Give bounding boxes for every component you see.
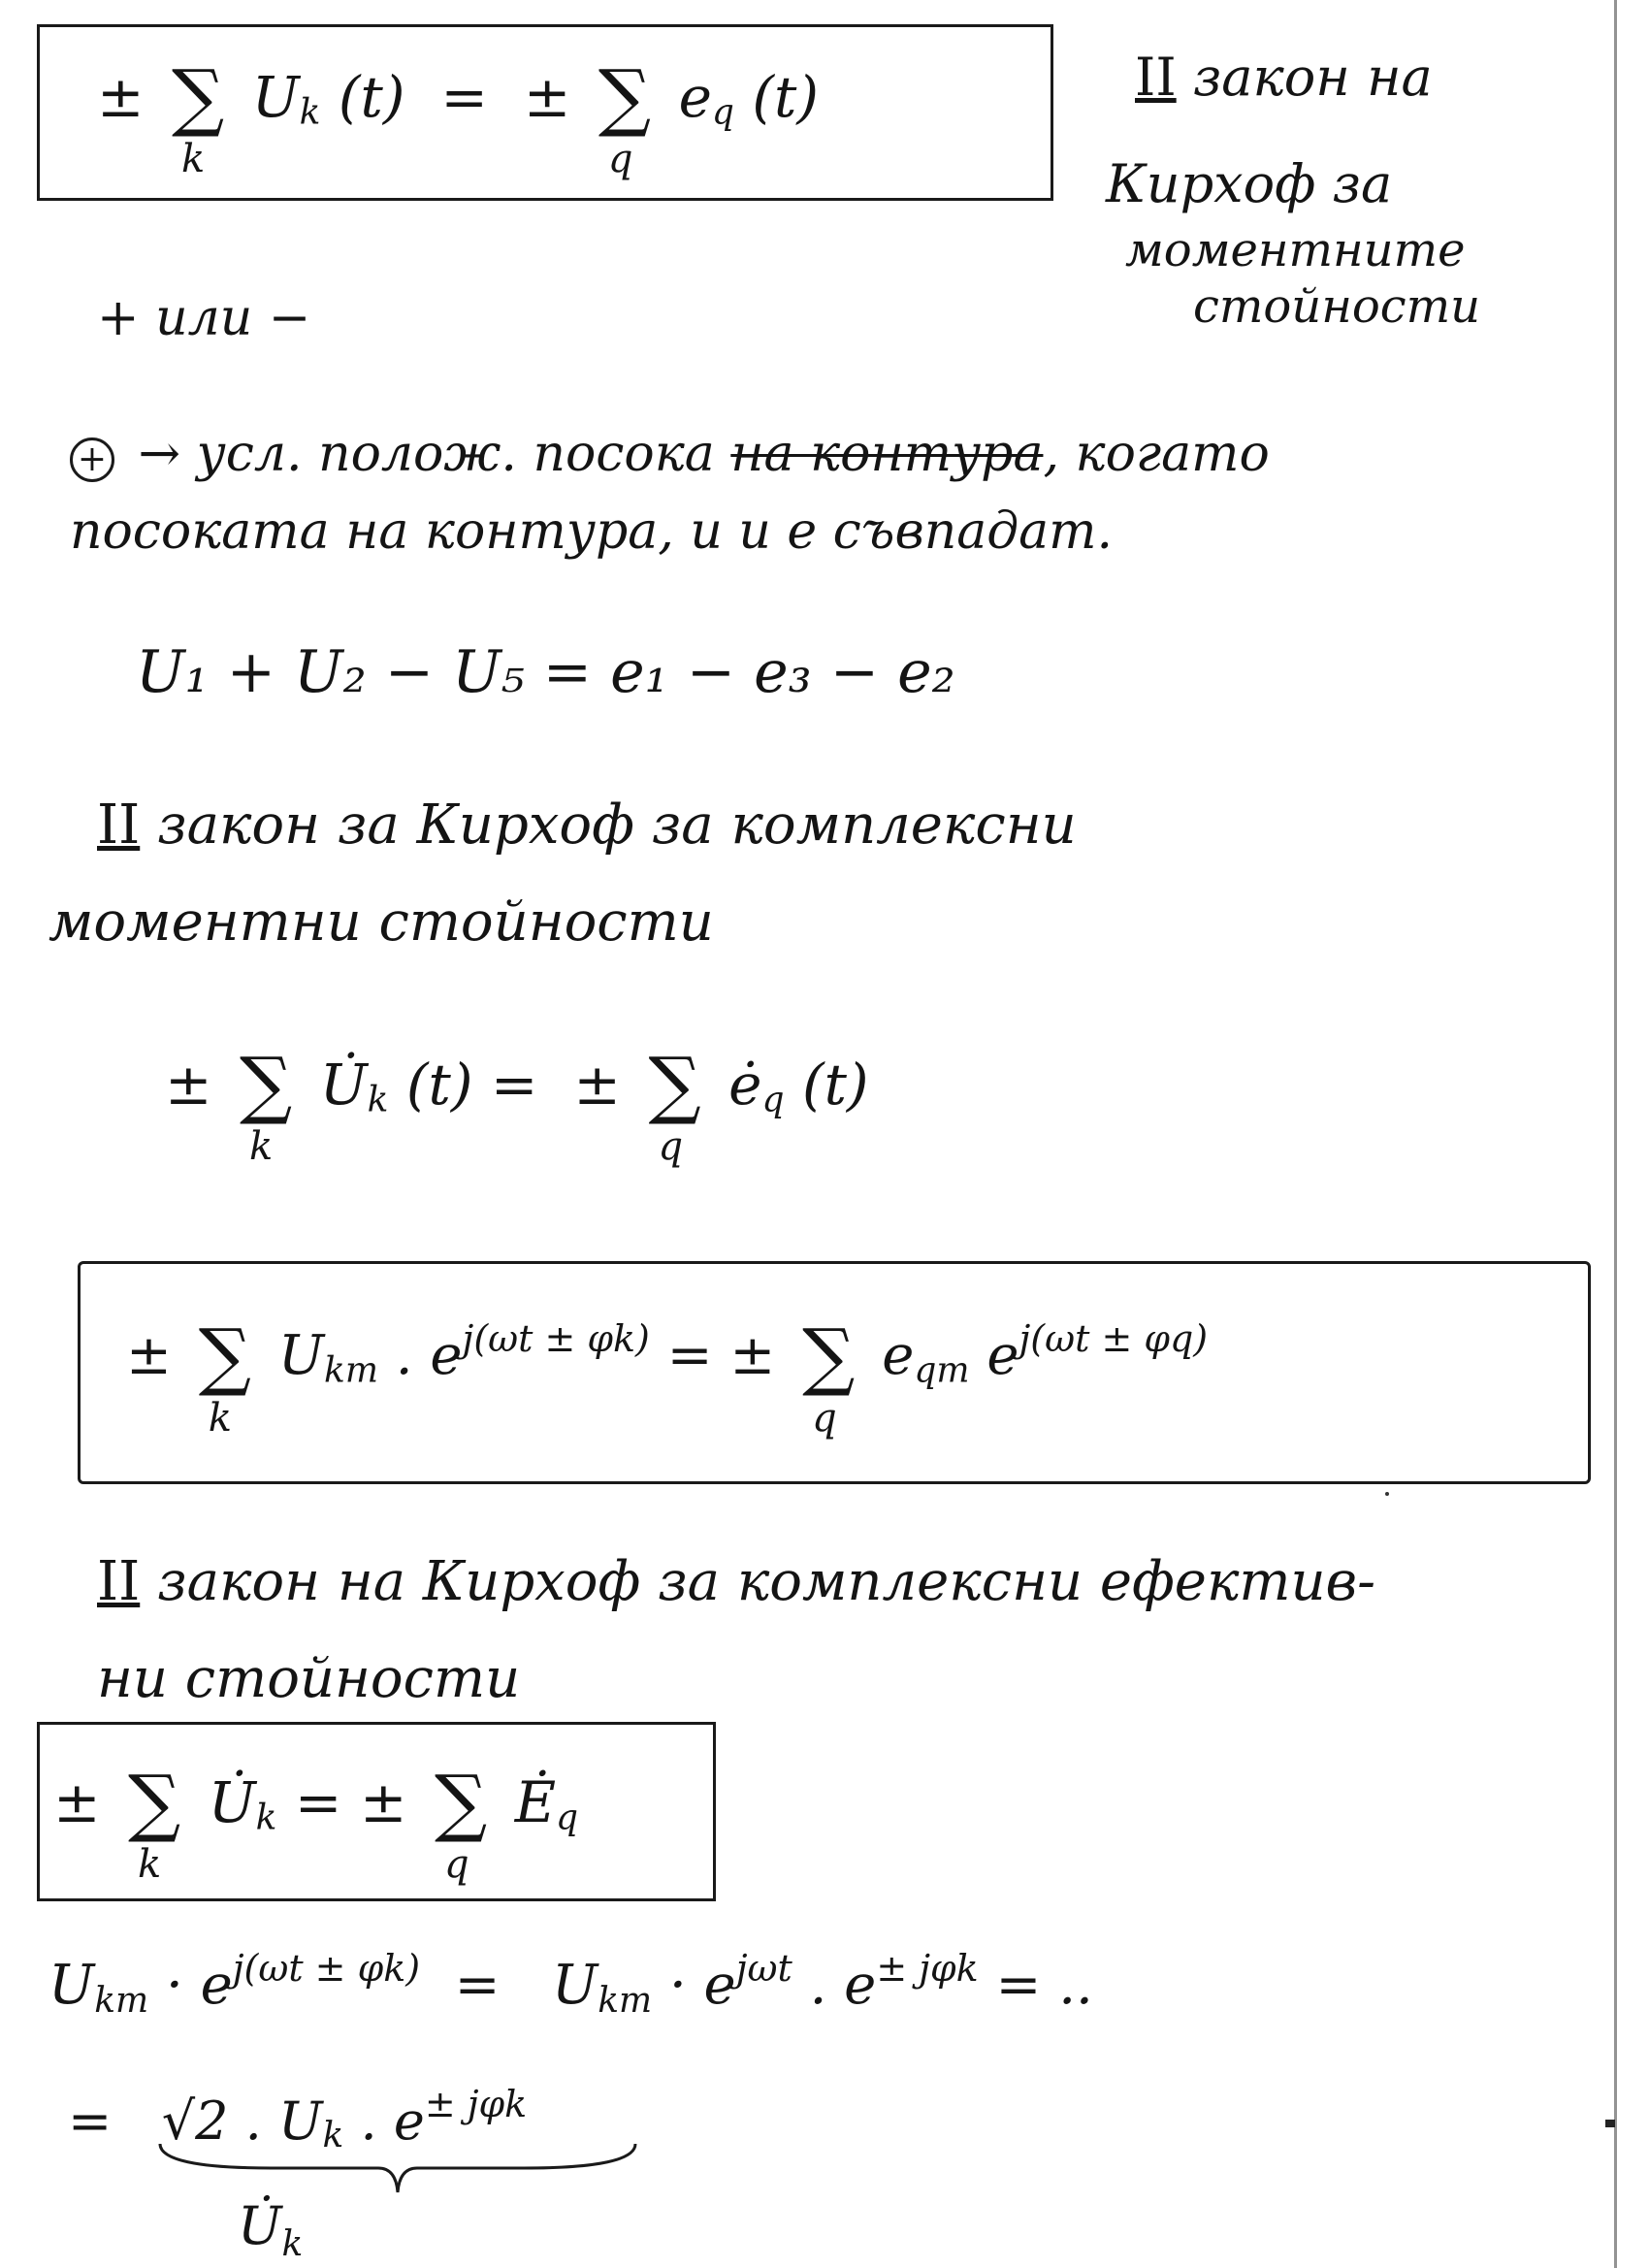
eq3-pm: ±	[126, 1324, 172, 1387]
eq1	[97, 53, 819, 181]
eq3-equals: =	[666, 1324, 713, 1387]
eq4-sum-sign: ∑ k	[128, 1759, 181, 1887]
eq5-rhs-sup: jωt	[735, 1947, 792, 1990]
eq6-equals: =	[68, 2090, 113, 2152]
eq1-term-sub: k	[299, 92, 321, 133]
underbrace	[155, 2139, 640, 2197]
side-note-line4: стойности	[1193, 279, 1481, 334]
eq3	[126, 1312, 1209, 1441]
eq1-pm-right: ±	[523, 64, 571, 130]
heading3-text1: закон на Кирхоф за комплексни ефектив-	[157, 1550, 1376, 1613]
eq5-lhs-sup: j(ωt ± φk)	[232, 1947, 421, 1990]
convention-line1	[70, 427, 1270, 482]
eq1-equals: =	[440, 64, 488, 130]
eq4-pm: ±	[53, 1769, 101, 1835]
eq3-pm-right: ±	[729, 1324, 776, 1387]
heading2-roman: II	[97, 794, 141, 857]
eq2-sum-var: k	[249, 1124, 274, 1169]
eq4-rhs-sub: q	[556, 1798, 579, 1838]
eq5-rhs-sup2: ± jφk	[876, 1947, 979, 1990]
ink-dot	[1385, 1492, 1389, 1496]
eq3-lhs: U	[277, 1324, 325, 1387]
eq6-expr: √2 . U	[161, 2090, 323, 2152]
heading3-line2: ни стойности	[97, 1647, 521, 1710]
page-edge	[1614, 0, 1617, 2268]
heading2-text1: закон за Кирхоф за комплексни	[157, 794, 1077, 857]
side-note-line3: моментните	[1125, 223, 1466, 277]
eq1-pm: ±	[97, 64, 145, 130]
side-note-text1: закон на	[1192, 47, 1433, 108]
eq4-sum-var-right: q	[444, 1842, 469, 1887]
eq2-term-sub: k	[367, 1080, 389, 1120]
side-note-roman: II	[1135, 47, 1177, 108]
eq4-sum-var: k	[138, 1842, 162, 1887]
eq1-sum-var-right: q	[607, 137, 633, 181]
eq3-sum-sign-right: ∑ q	[802, 1312, 856, 1441]
heading3-roman: II	[97, 1550, 141, 1613]
eq5-rhs: U	[551, 1954, 598, 2018]
eq6-expr-sup: ± jφk	[424, 2083, 528, 2125]
eq3-rhs-sup: j(ωt ± φq)	[1018, 1316, 1209, 1360]
eq1-rhs-arg: (t)	[752, 64, 819, 130]
eq4-equals: =	[294, 1769, 342, 1835]
eq1-term: U	[251, 64, 300, 130]
eq3-mid: . e	[395, 1324, 463, 1387]
heading3-line1	[97, 1552, 1375, 1612]
convention-text1-end: , когато	[1043, 425, 1270, 483]
eq2-pm: ±	[165, 1052, 212, 1118]
arrow-icon: →	[138, 425, 181, 483]
brace-label	[238, 2197, 303, 2263]
eq2-arg: (t)	[405, 1052, 473, 1118]
eq3-rhs-mid: e	[986, 1324, 1019, 1387]
eq2-sum-sign-right: ∑ q	[648, 1041, 701, 1169]
eq3-rhs-sub: qm	[914, 1350, 970, 1391]
eq5-equals: =	[454, 1954, 501, 2018]
eq5-lhs: U	[48, 1954, 95, 2018]
eq1-arg: (t)	[338, 64, 405, 130]
brace-label-sub: k	[281, 2223, 304, 2264]
eq1-rhs: e	[678, 64, 712, 130]
eq2	[165, 1041, 869, 1169]
eq4-term: U̇	[208, 1769, 256, 1835]
heading2-line2: моментни стойности	[48, 891, 714, 954]
eq5-rhs-mid: · e	[668, 1954, 736, 2018]
eq6-expr-sub: k	[322, 2115, 344, 2155]
eq2-rhs: ė	[728, 1052, 762, 1118]
eq3-lhs-sub: km	[324, 1350, 378, 1391]
eq5-rhs-sub: km	[598, 1980, 653, 2021]
eq2-sum-var-right: q	[658, 1124, 684, 1169]
eq3-sum-sign: ∑ k	[198, 1312, 251, 1441]
side-note-line1	[1135, 49, 1433, 106]
circled-plus-icon: +	[70, 437, 114, 482]
eq5-lhs-sub: km	[94, 1980, 149, 2021]
eq4-rhs: Ė	[514, 1769, 557, 1835]
eq5-rhs-mid2: . e	[809, 1954, 877, 2018]
eq2-pm-right: ±	[573, 1052, 622, 1118]
eq1-sum-sign-right: ∑ q	[598, 53, 652, 181]
eq1-sum-sign: ∑ k	[172, 53, 225, 181]
heading2-line1	[97, 795, 1077, 856]
eq4-term-sub: k	[255, 1798, 277, 1838]
eq2-term: U̇	[319, 1052, 368, 1118]
eq5	[48, 1947, 1093, 2021]
eq1-rhs-sub: q	[711, 92, 734, 133]
eq2-equals: =	[490, 1052, 538, 1118]
eq4-sum-sign-right: ∑ q	[435, 1759, 488, 1887]
scan-mark	[1605, 2120, 1615, 2127]
eq4	[53, 1759, 579, 1887]
eq3-sum-var-right: q	[812, 1396, 837, 1441]
eq3-rhs: e	[882, 1324, 915, 1387]
eq6-expr-mid: . e	[360, 2090, 425, 2152]
eq2-rhs-arg: (t)	[801, 1052, 869, 1118]
eq4-pm-right: ±	[359, 1769, 407, 1835]
eq1-sum-var: k	[181, 137, 206, 181]
convention-text1: усл. полож. посока	[196, 425, 715, 483]
eq2-sum-sign: ∑ k	[240, 1041, 293, 1169]
eq2-rhs-sub: q	[761, 1080, 785, 1120]
sign-note: + или −	[97, 289, 311, 347]
convention-struck: на контура	[730, 425, 1044, 483]
side-note-line2: Кирхоф за	[1106, 153, 1393, 214]
eq3-sum-var: k	[208, 1396, 232, 1441]
eq5-lhs-mid: · e	[165, 1954, 233, 2018]
brace-label-main: U̇	[238, 2195, 282, 2256]
eq3-lhs-sup: j(ωt ± φk)	[462, 1316, 650, 1360]
eq5-tail: = ..	[995, 1954, 1093, 2018]
convention-line2: посоката на контура, и и е съвпадат.	[70, 502, 1114, 561]
example-eq: U₁ + U₂ − U₅ = e₁ − e₃ − e₂	[136, 638, 955, 706]
